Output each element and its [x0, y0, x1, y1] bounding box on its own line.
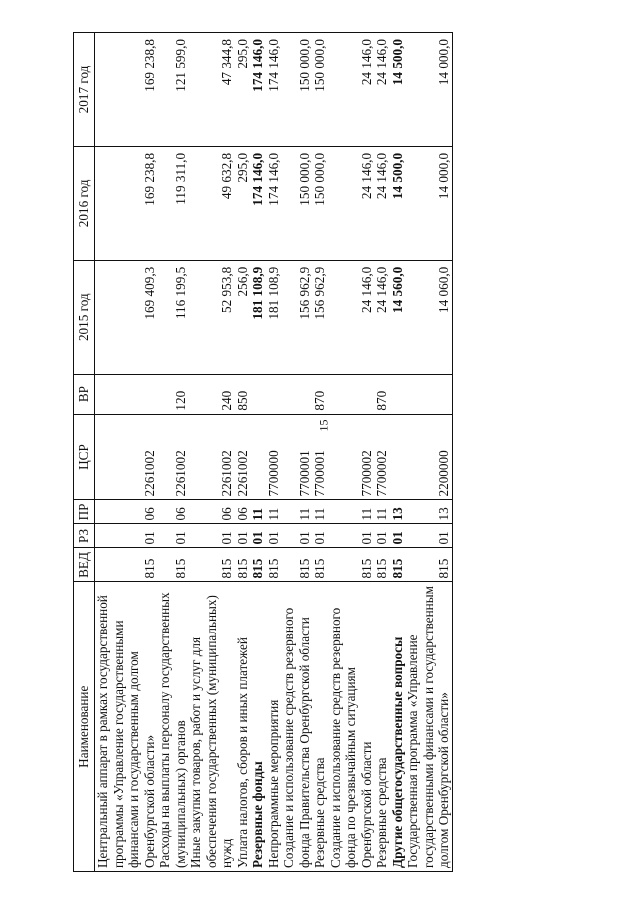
- cell-csr: 7700000: [266, 414, 282, 500]
- header-rz: РЗ: [74, 524, 95, 548]
- table-header-row: [74, 33, 95, 872]
- page-number: 15: [316, 419, 331, 432]
- cell-vr: [328, 374, 375, 414]
- header-csr: ЦСР: [74, 414, 95, 500]
- cell-name: Резервные средства: [312, 582, 328, 872]
- cell-csr: 7700002: [328, 414, 375, 500]
- cell-vr: 120: [157, 374, 188, 414]
- cell-pr: 11: [312, 500, 328, 524]
- cell-rz: 01: [374, 524, 390, 548]
- cell-2015: 116 199,5: [157, 260, 188, 374]
- cell-csr: [390, 414, 406, 500]
- cell-2015: 24 146,0: [374, 260, 390, 374]
- cell-2017: 174 146,0: [266, 33, 282, 147]
- table-row: [250, 33, 266, 872]
- cell-ved: 815: [312, 548, 328, 582]
- cell-ved: 815: [374, 548, 390, 582]
- table-row: [374, 33, 390, 872]
- cell-csr: 2261002: [157, 414, 188, 500]
- cell-rz: 01: [328, 524, 375, 548]
- cell-ved: 815: [157, 548, 188, 582]
- cell-2017: 150 000,0: [312, 33, 328, 147]
- cell-csr: 2261002: [95, 414, 158, 500]
- cell-rz: 01: [235, 524, 251, 548]
- table-row: [405, 33, 452, 872]
- cell-name: Центральный аппарат в рамках государственной программы «Управление государственными финансами и государственным долгом Оренбургской области»: [95, 582, 158, 872]
- cell-vr: [266, 374, 282, 414]
- cell-rz: 01: [390, 524, 406, 548]
- cell-csr: 2261002: [188, 414, 235, 500]
- cell-pr: 13: [405, 500, 452, 524]
- cell-2015: 181 108,9: [250, 260, 266, 374]
- header-vr: ВР: [74, 374, 95, 414]
- cell-csr: 7700001: [281, 414, 312, 500]
- cell-rz: 01: [157, 524, 188, 548]
- cell-2016: 14 500,0: [390, 146, 406, 260]
- table-row: [235, 33, 251, 872]
- cell-2016: 174 146,0: [250, 146, 266, 260]
- cell-2015: 52 953,8: [188, 260, 235, 374]
- table-row: [188, 33, 235, 872]
- header-pr: ПР: [74, 500, 95, 524]
- table-row: [281, 33, 312, 872]
- cell-vr: [405, 374, 452, 414]
- cell-2017: 169 238,8: [95, 33, 158, 147]
- cell-name: Расходы на выплаты персоналу государственных (муниципальных) органов: [157, 582, 188, 872]
- cell-2017: 150 000,0: [281, 33, 312, 147]
- cell-vr: 850: [235, 374, 251, 414]
- cell-2017: 24 146,0: [374, 33, 390, 147]
- cell-ved: 815: [95, 548, 158, 582]
- cell-2016: 169 238,8: [95, 146, 158, 260]
- cell-2015: 14 060,0: [405, 260, 452, 374]
- cell-2017: 295,0: [235, 33, 251, 147]
- cell-rz: 01: [188, 524, 235, 548]
- cell-ved: 815: [188, 548, 235, 582]
- cell-ved: 815: [266, 548, 282, 582]
- cell-ved: 815: [390, 548, 406, 582]
- cell-pr: 11: [374, 500, 390, 524]
- header-name: Наименование: [74, 582, 95, 872]
- cell-ved: 815: [281, 548, 312, 582]
- cell-rz: 01: [266, 524, 282, 548]
- cell-2017: 174 146,0: [250, 33, 266, 147]
- cell-2016: 24 146,0: [328, 146, 375, 260]
- cell-vr: [95, 374, 158, 414]
- cell-2015: 256,0: [235, 260, 251, 374]
- cell-2015: 181 108,9: [266, 260, 282, 374]
- cell-2015: 169 409,3: [95, 260, 158, 374]
- cell-pr: 11: [266, 500, 282, 524]
- cell-vr: 870: [374, 374, 390, 414]
- cell-2015: 14 560,0: [390, 260, 406, 374]
- cell-name: Создание и использование средств резервного фонда по чрезвычайным ситуациям Оренбургской области: [328, 582, 375, 872]
- cell-name: Иные закупки товаров, работ и услуг для обеспечения государственных (муниципальных) нужд: [188, 582, 235, 872]
- cell-pr: 06: [95, 500, 158, 524]
- cell-pr: 06: [235, 500, 251, 524]
- cell-pr: 06: [157, 500, 188, 524]
- cell-name: Уплата налогов, сборов и иных платежей: [235, 582, 251, 872]
- table-row: [312, 33, 328, 872]
- cell-pr: 11: [281, 500, 312, 524]
- cell-pr: 11: [250, 500, 266, 524]
- cell-name: Резервные средства: [374, 582, 390, 872]
- rotated-page-content: [73, 32, 611, 872]
- cell-2016: 295,0: [235, 146, 251, 260]
- cell-vr: [281, 374, 312, 414]
- cell-rz: 01: [250, 524, 266, 548]
- header-2015: 2015 год: [74, 260, 95, 374]
- table-body: [95, 33, 453, 872]
- cell-csr: 2200000: [405, 414, 452, 500]
- cell-2017: 14 500,0: [390, 33, 406, 147]
- cell-2015: 24 146,0: [328, 260, 375, 374]
- cell-vr: [390, 374, 406, 414]
- cell-name: Резервные фонды: [250, 582, 266, 872]
- header-ved: ВЕД: [74, 548, 95, 582]
- cell-2017: 14 000,0: [405, 33, 452, 147]
- cell-2016: 49 632,8: [188, 146, 235, 260]
- cell-2016: 174 146,0: [266, 146, 282, 260]
- cell-pr: 11: [328, 500, 375, 524]
- cell-ved: 815: [250, 548, 266, 582]
- cell-rz: 01: [405, 524, 452, 548]
- cell-vr: [250, 374, 266, 414]
- cell-vr: 870: [312, 374, 328, 414]
- cell-csr: 2261002: [235, 414, 251, 500]
- cell-pr: 06: [188, 500, 235, 524]
- cell-2015: 156 962,9: [281, 260, 312, 374]
- table-row: [390, 33, 406, 872]
- cell-2017: 47 344,8: [188, 33, 235, 147]
- cell-name: Создание и использование средств резервного фонда Правительства Оренбургской области: [281, 582, 312, 872]
- cell-csr: 7700002: [374, 414, 390, 500]
- cell-csr: 7700001: [312, 414, 328, 500]
- cell-csr: [250, 414, 266, 500]
- cell-rz: 01: [312, 524, 328, 548]
- table-row: [328, 33, 375, 872]
- table-row: [95, 33, 158, 872]
- cell-name: Государственная программа «Управление государственными финансами и государственным долгом Оренбургской области»: [405, 582, 452, 872]
- cell-2016: 14 000,0: [405, 146, 452, 260]
- cell-ved: 815: [405, 548, 452, 582]
- cell-2016: 150 000,0: [312, 146, 328, 260]
- header-2017: 2017 год: [74, 33, 95, 147]
- cell-2016: 24 146,0: [374, 146, 390, 260]
- cell-name: Другие общегосударственные вопросы: [390, 582, 406, 872]
- header-2016: 2016 год: [74, 146, 95, 260]
- cell-2017: 121 599,0: [157, 33, 188, 147]
- cell-vr: 240: [188, 374, 235, 414]
- table-row: [157, 33, 188, 872]
- cell-ved: 815: [328, 548, 375, 582]
- cell-rz: 01: [281, 524, 312, 548]
- table-row: [266, 33, 282, 872]
- cell-2017: 24 146,0: [328, 33, 375, 147]
- cell-rz: 01: [95, 524, 158, 548]
- cell-ved: 815: [235, 548, 251, 582]
- cell-name: Непрограммные мероприятия: [266, 582, 282, 872]
- cell-pr: 13: [390, 500, 406, 524]
- cell-2015: 156 962,9: [312, 260, 328, 374]
- cell-2016: 119 311,0: [157, 146, 188, 260]
- budget-table: [73, 32, 453, 872]
- cell-2016: 150 000,0: [281, 146, 312, 260]
